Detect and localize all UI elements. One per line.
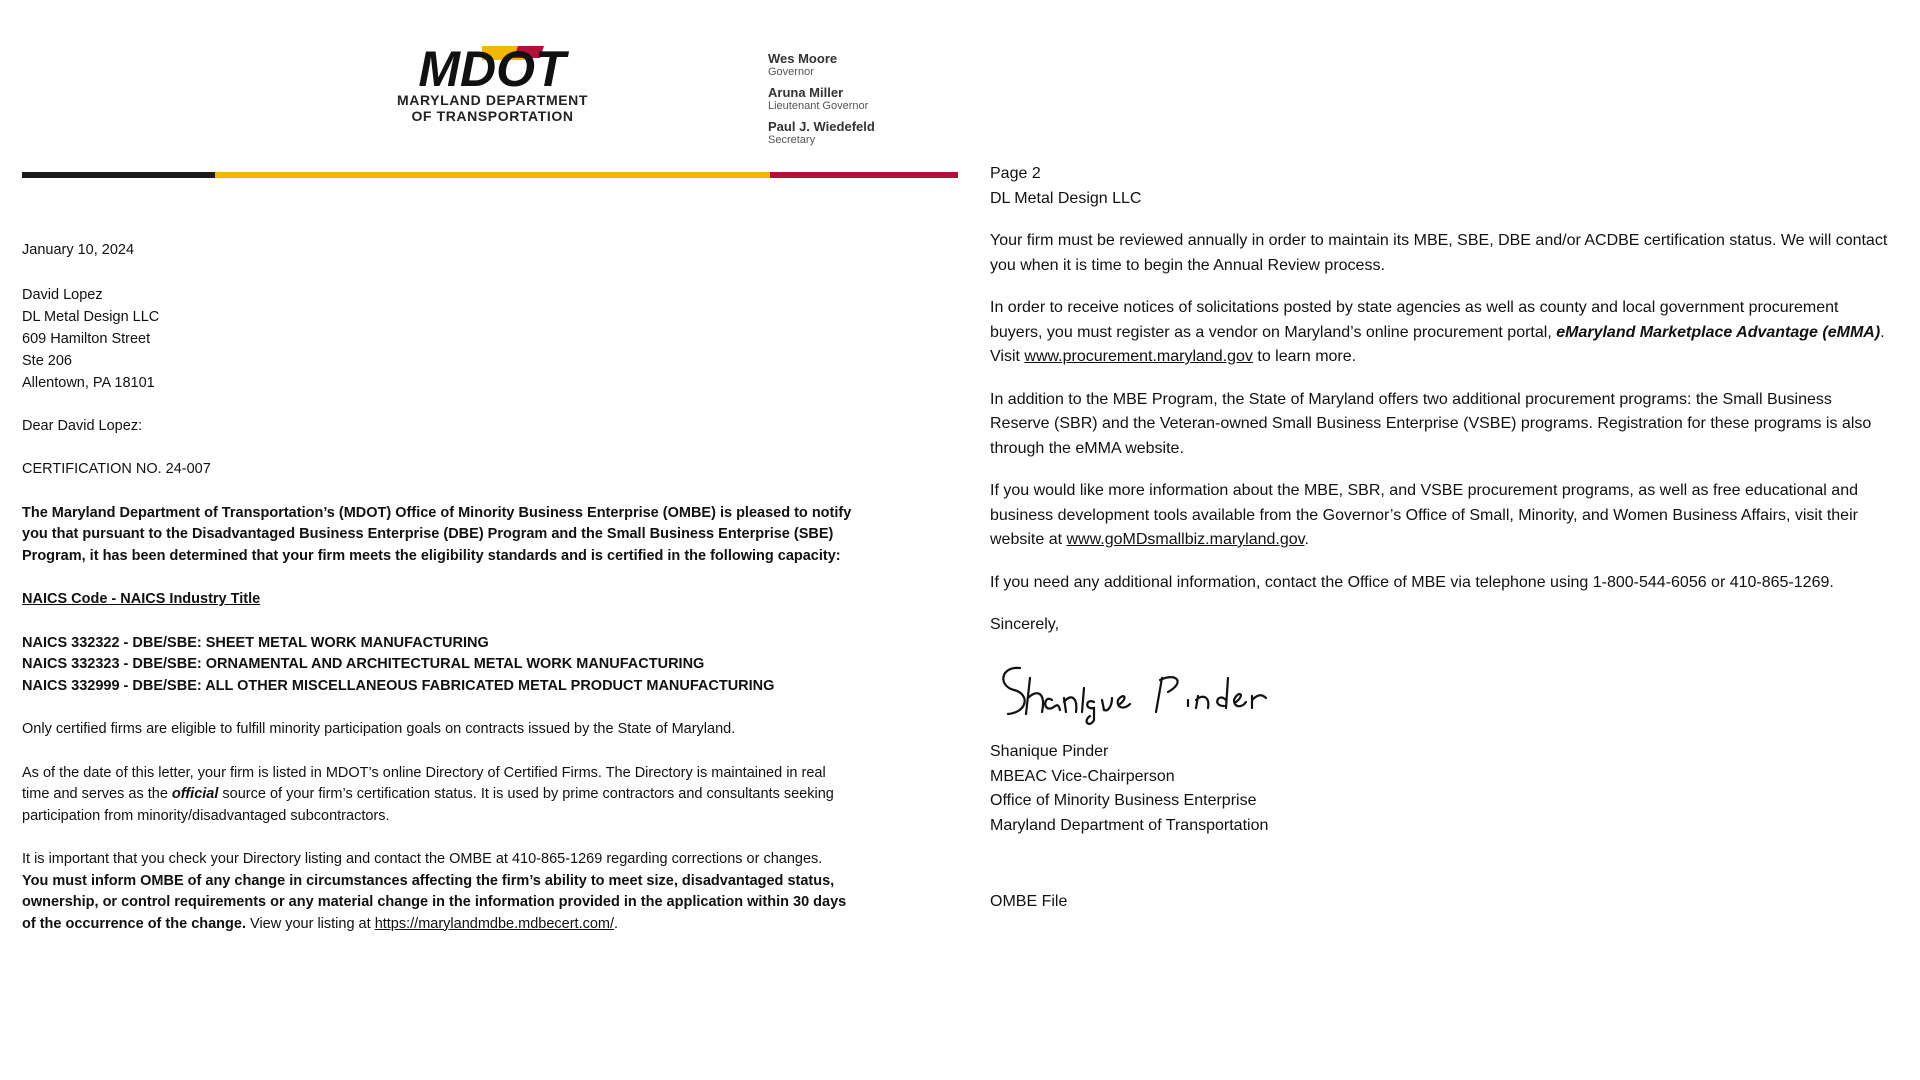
official-role: Lieutenant Governor xyxy=(768,100,869,112)
directory-listing-link[interactable]: https://marylandmdbe.mdbecert.com/ xyxy=(374,915,615,932)
address-line: Ste 206 xyxy=(22,352,72,369)
procurement-link[interactable]: www.procurement.maryland.gov xyxy=(1024,348,1253,365)
address-line: Allentown, PA 18101 xyxy=(22,374,155,391)
officials-list xyxy=(768,52,875,154)
firm-name: DL Metal Design LLC xyxy=(990,189,1142,207)
stripe-black xyxy=(22,172,215,178)
letter-body-page-2 xyxy=(990,162,1895,915)
naics-list xyxy=(22,633,852,698)
address-line: DL Metal Design LLC xyxy=(22,308,160,325)
more-info-paragraph xyxy=(990,479,1895,553)
emma-emphasis: eMaryland Marketplace Advantage (eMMA) xyxy=(1556,323,1881,341)
programs-paragraph: In addition to the MBE Program, the State of Maryland offers two additional procurement programs: the Small Business Reserve (SBR) and the Veteran-owned Small Business Enterprise (VSBE) programs. Registration for these programs is also through the eMMA website. xyxy=(990,390,1872,457)
naics-item: NAICS 332999 - DBE/SBE: ALL OTHER MISCELLANEOUS FABRICATED METAL PRODUCT MANUFACTURING xyxy=(22,677,775,694)
logo-wordmark: MDOT xyxy=(418,41,566,92)
signer-name: Shanique Pinder xyxy=(990,743,1109,760)
more-info-text: If you would like more information about the MBE, SBR, and VSBE procurement programs, as well as free educational and business development tools available from the Governor’s Office of Small, Minority, and Women Business Affairs, visit their website at xyxy=(990,482,1858,548)
directory-text: As of the date of this letter, your firm is listed in MDOT’s online Directory of Certified Firms. The Directory is maintained in real time and serves as the xyxy=(22,764,826,802)
official-role: Governor xyxy=(768,66,814,78)
official-name: Paul J. Wiedefeld xyxy=(768,119,875,134)
only-certified-paragraph: Only certified firms are eligible to fulfill minority participation goals on contracts issued by the State of Maryland. xyxy=(22,721,736,737)
signature-block xyxy=(990,740,1895,838)
signer-title: MBEAC Vice-Chairperson xyxy=(990,767,1175,785)
page-label: Page 2 xyxy=(990,165,1041,182)
signature-image xyxy=(990,648,1895,737)
directory-text: source of your firm’s certification status. It is used by prime contractors and consultants seeking participation from minority/disadvantaged subcontractors. xyxy=(22,786,834,824)
header-color-stripe xyxy=(22,172,958,178)
file-note: OMBE File xyxy=(990,893,1068,910)
address-line: 609 Hamilton Street xyxy=(22,330,151,347)
official-name: Aruna Miller xyxy=(768,85,844,100)
signer-department: Maryland Department of Transportation xyxy=(990,816,1269,834)
gomdsmallbiz-link[interactable]: www.goMDsmallbiz.maryland.gov xyxy=(1066,531,1305,548)
important-paragraph xyxy=(22,849,852,935)
official-role: Secretary xyxy=(768,134,816,146)
mdot-logo xyxy=(390,40,595,124)
mdot-logo-mark xyxy=(390,40,595,92)
important-text: It is important that you check your Directory listing and contact the OMBE at 410-865-1269 regarding corrections or changes. xyxy=(22,851,823,867)
naics-item: NAICS 332322 - DBE/SBE: SHEET METAL WORK MANUFACTURING xyxy=(22,634,489,651)
emma-text: In order to receive notices of solicitations posted by state agencies as well as county and local government procurement buyers, you must register as a vendor on Maryland’s online procurement portal, xyxy=(990,299,1839,341)
naics-heading: NAICS Code - NAICS Industry Title xyxy=(22,591,261,607)
emma-text: to learn more. xyxy=(1252,348,1357,365)
address-line: David Lopez xyxy=(22,286,103,303)
official-name: Wes Moore xyxy=(768,51,838,66)
closing: Sincerely, xyxy=(990,616,1060,633)
intro-paragraph: The Maryland Department of Transportation’s (MDOT) Office of Minority Business Enterprise (OMBE) is pleased to notify you that pursuant to the Disadvantaged Business Enterprise (DBE) Program and the Small Business Enterprise (SBE) Program, it has been determined that your firm meets the eligibility standards and is certified in the following capacity: xyxy=(22,504,852,564)
letter-body-page-1 xyxy=(22,240,852,957)
signer-office: Office of Minority Business Enterprise xyxy=(990,792,1257,809)
stripe-gold xyxy=(215,172,770,178)
letter-page-2 xyxy=(980,0,1920,1080)
naics-item: NAICS 332323 - DBE/SBE: ORNAMENTAL AND ARCHITECTURAL METAL WORK MANUFACTURING xyxy=(22,656,705,672)
annual-review-paragraph: Your firm must be reviewed annually in order to maintain its MBE, SBE, DBE and/or ACDBE certification status. We will contact you when it is time to begin the Annual Review process. xyxy=(990,232,1888,274)
certification-number: CERTIFICATION NO. 24-007 xyxy=(22,461,211,477)
official-emphasis: official xyxy=(171,786,219,802)
emma-text: . Visit xyxy=(990,323,1885,365)
contact-paragraph: If you need any additional information, contact the Office of MBE via telephone using 1-800-544-6056 or 410-865-1269. xyxy=(990,573,1834,591)
salutation: Dear David Lopez: xyxy=(22,417,143,434)
important-text: View your listing at xyxy=(246,915,375,932)
emma-paragraph xyxy=(990,296,1895,370)
letter-date: January 10, 2024 xyxy=(22,242,135,258)
handwritten-signature xyxy=(990,648,1290,728)
stripe-red xyxy=(770,172,958,178)
directory-paragraph xyxy=(22,763,852,828)
logo-subtitle-1: MARYLAND DEPARTMENT xyxy=(396,92,589,108)
more-info-text: . xyxy=(1304,531,1309,548)
recipient-address xyxy=(22,284,852,394)
important-text: . xyxy=(614,915,619,932)
logo-subtitle-2: OF TRANSPORTATION xyxy=(411,108,574,124)
important-bold-text: You must inform OMBE of any change in circumstances affecting the firm’s ability to meet size, disadvantaged status, ownership, or control requirements or any material change in the information provided in the application within 30 days of the occurrence of the change. xyxy=(22,872,847,932)
